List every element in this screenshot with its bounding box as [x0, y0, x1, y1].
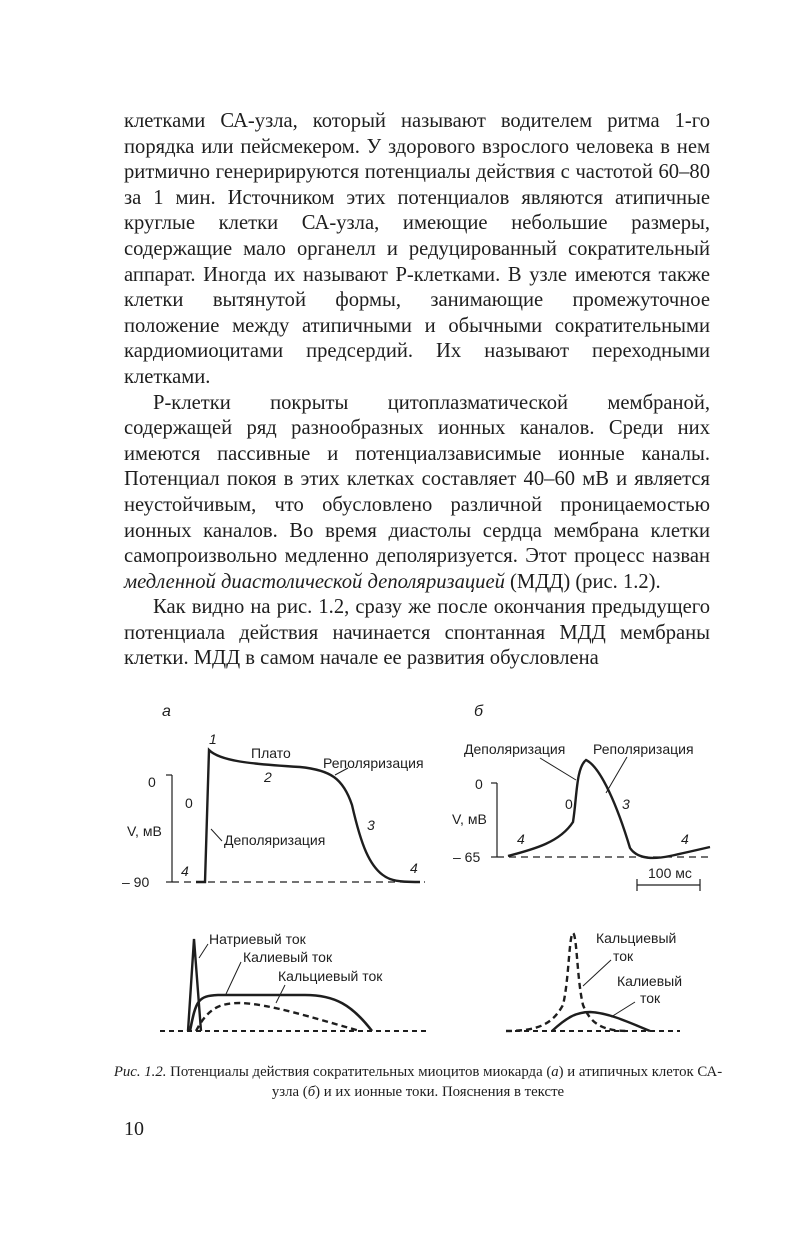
- a-minus90-label: – 90: [122, 874, 150, 890]
- b-phase-4-left-label: 4: [517, 831, 525, 847]
- b-potassium-current-curve: [552, 1012, 650, 1031]
- b-depolarization-label: Деполяризация: [464, 741, 566, 757]
- a-depolarization-leader: [211, 829, 222, 841]
- a-potassium-current-curve: [190, 995, 372, 1031]
- a-sodium-current-curve: [188, 939, 201, 1031]
- a-repolarization-label: Реполяризация: [323, 755, 424, 771]
- b-depolarization-leader: [540, 758, 576, 780]
- a-phase-4-right-label: 4: [410, 860, 418, 876]
- b-calcium-current-label-1: Кальциевый: [596, 930, 677, 946]
- b-phase-3-label: 3: [622, 796, 630, 812]
- b-minus65-label: – 65: [453, 849, 481, 865]
- caption-a: а: [551, 1064, 559, 1080]
- b-phase-0-label: 0: [565, 796, 573, 812]
- b-calcium-current-label-2: ток: [613, 948, 634, 964]
- a-potassium-current-label: Калиевый ток: [243, 949, 333, 965]
- body-text: [124, 109, 710, 672]
- a-sodium-current-label: Натриевый ток: [209, 931, 306, 947]
- a-repolarization-leader: [335, 768, 348, 775]
- b-potassium-current-label-2: ток: [640, 990, 661, 1006]
- b-repolarization-label: Реполяризация: [593, 741, 694, 757]
- b-repolarization-leader: [606, 757, 627, 793]
- caption-label: Рис. 1.2.: [113, 1064, 167, 1080]
- a-phase-0-label: 0: [185, 795, 193, 811]
- panel-a-label: а: [162, 703, 171, 720]
- paragraph-2: [124, 391, 710, 596]
- a-calcium-current-label: Кальциевый ток: [278, 968, 383, 984]
- paragraph-3: Как видно на рис. 1.2, сразу же после окончания предыдущего потенциала действия начинается спонтанная МДД мембраны клетки. МДД в самом начале ее развития обусловлена: [124, 596, 710, 670]
- paragraph-2-italic: медленной диастолической деполяризацией: [124, 570, 505, 593]
- caption-text-1: Потенциалы действия сократительных миоцитов миокарда (: [166, 1064, 552, 1080]
- a-sodium-current-leader: [199, 944, 208, 958]
- a-depolarization-label: Деполяризация: [224, 832, 326, 848]
- caption-text-2: ) и атипичных клеток СА-узла (: [271, 1064, 723, 1100]
- b-v-axis-label: V, мВ: [452, 811, 487, 827]
- panel-b-label: б: [474, 703, 483, 720]
- page-number: 10: [124, 1118, 144, 1140]
- b-potassium-current-label-1: Калиевый: [617, 973, 683, 989]
- caption-b: б: [307, 1084, 316, 1100]
- a-calcium-current-curve: [196, 1003, 360, 1031]
- b-potassium-current-leader: [611, 1002, 635, 1017]
- b-action-potential-curve: [508, 760, 710, 858]
- paragraph-1: клетками СА-узла, который называют водителем ритма 1-го порядка или пейсмекером. У здорового взрослого человека в нем ритмично генеририруются потенциалы действия с частотой 60–80 за 1 мин. Источником этих потенциалов являются атипичные круглые клетки СА-узла, имеющие небольшие размеры, содержащие мало органелл и редуцированный сократительный аппарат. Иногда их называют Р-клетками. В узле имеются также клетки вытянутой формы, занимающие промежуточное положение между атипичными и обычными сократительными кардиомиоцитами предсердий. Их называют переходными клетками.: [124, 110, 710, 388]
- a-zero-tick-label: 0: [148, 774, 156, 790]
- a-phase-4-left-label: 4: [181, 863, 189, 879]
- b-calcium-current-leader: [583, 960, 611, 986]
- paragraph-2-end: (МДД) (рис. 1.2).: [504, 570, 661, 593]
- a-calcium-current-leader: [276, 985, 285, 1003]
- b-scale-bar-label: 100 мс: [648, 865, 692, 881]
- a-v-axis-label: V, мВ: [127, 823, 162, 839]
- a-action-potential-curve: [196, 750, 420, 882]
- a-phase-3-label: 3: [367, 817, 375, 833]
- b-calcium-current-curve: [506, 933, 628, 1031]
- paragraph-2-text: Р-клетки покрыты цитоплазматической мембраной, содержащей ряд разнообразных ионных каналов. Среди них имеются пассивные и потенциалзависимые ионные каналы. Потенциал покоя в этих клетках составляет 40–60 мВ и является неустойчивым, что обусловлено различной проницаемостью ионных каналов. Во время диастолы сердца мембрана клетки самопроизвольно медленно деполяризуется. Этот процесс назван: [124, 391, 710, 568]
- b-zero-tick-label: 0: [475, 776, 483, 792]
- figure-caption: [112, 1062, 724, 1102]
- caption-text-3: ) и их ионные токи. Пояснения в тексте: [315, 1084, 565, 1100]
- b-phase-4-right-label: 4: [681, 831, 689, 847]
- a-phase-1-label: 1: [209, 731, 217, 747]
- a-plato-label: Плато: [251, 745, 291, 761]
- a-phase-2-label: 2: [264, 769, 272, 785]
- a-potassium-current-leader: [226, 962, 241, 994]
